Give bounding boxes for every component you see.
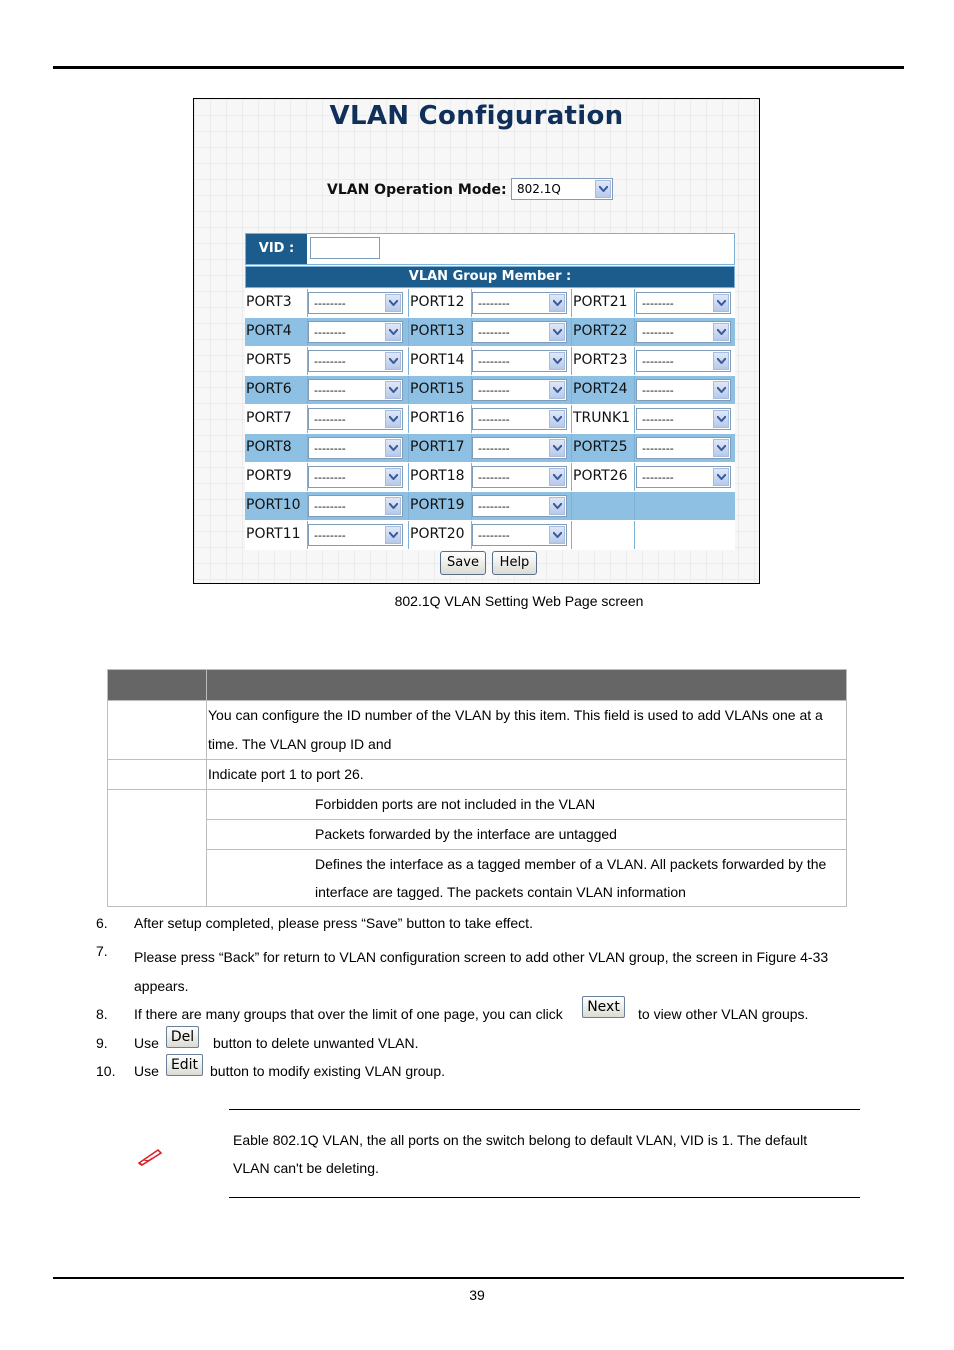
port-row [245,376,735,405]
port-label: PORT8 [246,439,292,455]
chevron-down-icon [385,439,401,457]
port-row [245,347,735,376]
port-membership-select[interactable] [636,350,731,372]
port-membership-value: -------- [642,384,674,397]
chevron-down-icon [549,352,565,370]
cell-divider [408,463,409,491]
step-6-text: After setup completed, please press “Save” button to take effect. [134,915,533,931]
port-membership-value: -------- [642,442,674,455]
port-row [245,521,735,550]
cell-divider [571,318,572,346]
port-row [245,463,735,492]
cell-divider [634,318,635,346]
cell-divider [634,347,635,375]
port-label: PORT21 [573,294,628,310]
note-rule-top [229,1109,860,1110]
cell-divider [408,492,409,520]
port-membership-value: -------- [314,413,346,426]
figure-caption: 802.1Q VLAN Setting Web Page screen [394,593,644,609]
table-header-cell [108,670,207,701]
port-membership-value: -------- [478,297,510,310]
port-membership-select[interactable] [636,466,731,488]
port-label: PORT15 [410,381,465,397]
port-membership-value: -------- [314,471,346,484]
port-membership-select[interactable] [308,524,403,546]
port-label: PORT9 [246,468,292,484]
port-membership-select[interactable] [472,437,567,459]
port-row [245,492,735,521]
vlan-config-screenshot [193,98,760,584]
next-button[interactable]: Next [582,996,625,1018]
chevron-down-icon [385,497,401,515]
port-label: PORT7 [246,410,292,426]
vlan-config-title: VLAN Configuration [329,101,624,131]
pen-note-icon [138,1146,164,1171]
cell-divider [571,434,572,462]
chevron-down-icon [713,352,729,370]
port-label: PORT17 [410,439,465,455]
vid-input[interactable] [310,237,380,259]
chevron-down-icon [385,294,401,312]
step-10-text-a: Use [134,1063,159,1079]
table-row [108,760,847,790]
vid-label: VID : [246,234,307,264]
port-row [245,405,735,434]
cell-divider [408,434,409,462]
port-membership-select[interactable] [636,292,731,314]
cell-divider [634,405,635,433]
cell-divider [571,376,572,404]
port-label: PORT26 [573,468,628,484]
parameter-table [107,669,847,907]
del-button[interactable]: Del [166,1026,199,1048]
port-membership-value: -------- [478,413,510,426]
port-label: PORT5 [246,352,292,368]
port-membership-value: -------- [314,355,346,368]
port-membership-select[interactable] [472,524,567,546]
table-cell [108,701,207,760]
untagged-description: Packets forwarded by the interface are untagged [207,820,847,850]
cell-divider [634,463,635,491]
cell-divider [634,492,635,520]
chevron-down-icon [713,439,729,457]
cell-divider [634,289,635,317]
port-membership-select[interactable] [308,495,403,517]
port-label: PORT16 [410,410,465,426]
cell-divider [408,521,409,549]
port-grid [245,289,735,550]
port-label: PORT11 [246,526,301,542]
chevron-down-icon [549,526,565,544]
cell-divider [571,521,572,549]
port-label: PORT23 [573,352,628,368]
port-membership-value: -------- [478,326,510,339]
port-membership-value: -------- [478,529,510,542]
port-membership-value: -------- [478,384,510,397]
port-membership-select[interactable] [308,466,403,488]
save-button[interactable]: Save [440,551,486,575]
port-membership-select[interactable] [308,321,403,343]
port-membership-value: -------- [642,326,674,339]
page-number: 39 [469,1287,485,1303]
port-label: PORT14 [410,352,465,368]
port-membership-value: -------- [642,471,674,484]
table-header-cell [207,670,847,701]
chevron-down-icon [385,323,401,341]
mode-select[interactable] [511,178,613,200]
help-button[interactable]: Help [492,551,537,575]
table-header-row [108,670,847,701]
port-membership-select[interactable] [636,379,731,401]
cell-divider [634,376,635,404]
port-membership-select[interactable] [308,350,403,372]
port-membership-value: -------- [478,355,510,368]
port-label: PORT20 [410,526,465,542]
table-row [108,701,847,760]
mode-label: VLAN Operation Mode: [327,182,507,198]
chevron-down-icon [549,439,565,457]
cell-divider [571,289,572,317]
chevron-down-icon [385,352,401,370]
port-membership-value: -------- [478,442,510,455]
port-membership-select[interactable] [636,408,731,430]
port-membership-select[interactable] [308,379,403,401]
step-10-text-b: button to modify existing VLAN group. [210,1063,446,1079]
port-membership-select[interactable] [472,495,567,517]
cell-divider [634,434,635,462]
chevron-down-icon [549,294,565,312]
cell-divider [571,405,572,433]
step-9-text-a: Use [134,1035,159,1051]
port-label: PORT6 [246,381,292,397]
chevron-down-icon [713,294,729,312]
step-number: 10. [96,1063,116,1079]
port-membership-value: -------- [314,326,346,339]
forbidden-description: Forbidden ports are not included in the VLAN [207,790,847,820]
port-label: PORT25 [573,439,628,455]
port-membership-select[interactable] [308,292,403,314]
port-membership-select[interactable] [472,321,567,343]
chevron-down-icon [595,180,611,198]
chevron-down-icon [713,381,729,399]
cell-divider [571,347,572,375]
cell-divider [408,347,409,375]
chevron-down-icon [385,410,401,428]
table-cell [108,790,207,907]
port-membership-select[interactable] [472,466,567,488]
cell-divider [571,492,572,520]
port-membership-select[interactable] [636,321,731,343]
chevron-down-icon [385,468,401,486]
port-label: PORT18 [410,468,465,484]
port-membership-value: -------- [314,500,346,513]
port-membership-value: -------- [478,471,510,484]
edit-button[interactable]: Edit [166,1054,203,1076]
chevron-down-icon [549,381,565,399]
footer-rule [53,1277,904,1279]
port-label: PORT3 [246,294,292,310]
port-label: PORT12 [410,294,465,310]
port-description: Indicate port 1 to port 26. [207,760,847,790]
port-membership-select[interactable] [472,408,567,430]
table-cell [108,760,207,790]
vid-row [245,233,735,265]
port-membership-value: -------- [314,529,346,542]
port-label: PORT10 [246,497,301,513]
port-membership-value: -------- [478,500,510,513]
step-7-text: Please press “Back” for return to VLAN configuration screen to add other VLAN group, the screen in Figure 4-33 appears. [134,949,829,994]
step-number: 8. [96,1006,108,1022]
port-label: PORT19 [410,497,465,513]
port-membership-select[interactable] [308,437,403,459]
note-text: Eable 802.1Q VLAN, the all ports on the switch belong to default VLAN, VID is 1. The default VLAN can't be deleting. [233,1132,808,1176]
step-8-text-b: to view other VLAN groups. [638,1006,809,1022]
cell-divider [571,463,572,491]
tagged-description: Defines the interface as a tagged member of a VLAN. All packets forwarded by the interface are tagged. The packets contain VLAN information [207,850,847,907]
chevron-down-icon [549,323,565,341]
vlan-group-member-header: VLAN Group Member : [245,266,735,288]
step-9-text-b: button to delete unwanted VLAN. [213,1035,419,1051]
chevron-down-icon [713,410,729,428]
cell-divider [408,289,409,317]
step-8-text-a: If there are many groups that over the limit of one page, you can click [134,1006,563,1022]
port-row [245,289,735,318]
vid-description: You can configure the ID number of the VLAN by this item. This field is used to add VLANs one at a time. The VLAN group ID and [207,701,847,760]
step-number: 7. [96,943,108,959]
chevron-down-icon [385,381,401,399]
port-membership-select[interactable] [472,350,567,372]
chevron-down-icon [713,323,729,341]
header-rule [53,66,904,69]
cell-divider [408,376,409,404]
table-row [108,790,847,820]
port-label: PORT4 [246,323,292,339]
port-row [245,434,735,463]
port-membership-value: -------- [642,297,674,310]
port-membership-select[interactable] [472,379,567,401]
table-row [108,820,847,850]
port-membership-value: -------- [314,442,346,455]
port-label: PORT24 [573,381,628,397]
port-membership-value: -------- [642,355,674,368]
table-row [108,850,847,907]
port-label: TRUNK1 [573,410,631,426]
chevron-down-icon [549,497,565,515]
port-row [245,318,735,347]
cell-divider [634,521,635,549]
port-membership-select[interactable] [308,408,403,430]
note-rule-bottom [229,1197,860,1198]
port-label: PORT22 [573,323,628,339]
port-membership-select[interactable] [636,437,731,459]
chevron-down-icon [713,468,729,486]
chevron-down-icon [549,468,565,486]
cell-divider [408,318,409,346]
step-number: 6. [96,915,108,931]
port-membership-value: -------- [314,297,346,310]
chevron-down-icon [549,410,565,428]
port-membership-select[interactable] [472,292,567,314]
chevron-down-icon [385,526,401,544]
step-number: 9. [96,1035,108,1051]
cell-divider [408,405,409,433]
port-label: PORT13 [410,323,465,339]
mode-select-value: 802.1Q [517,182,561,196]
port-membership-value: -------- [314,384,346,397]
port-membership-value: -------- [642,413,674,426]
